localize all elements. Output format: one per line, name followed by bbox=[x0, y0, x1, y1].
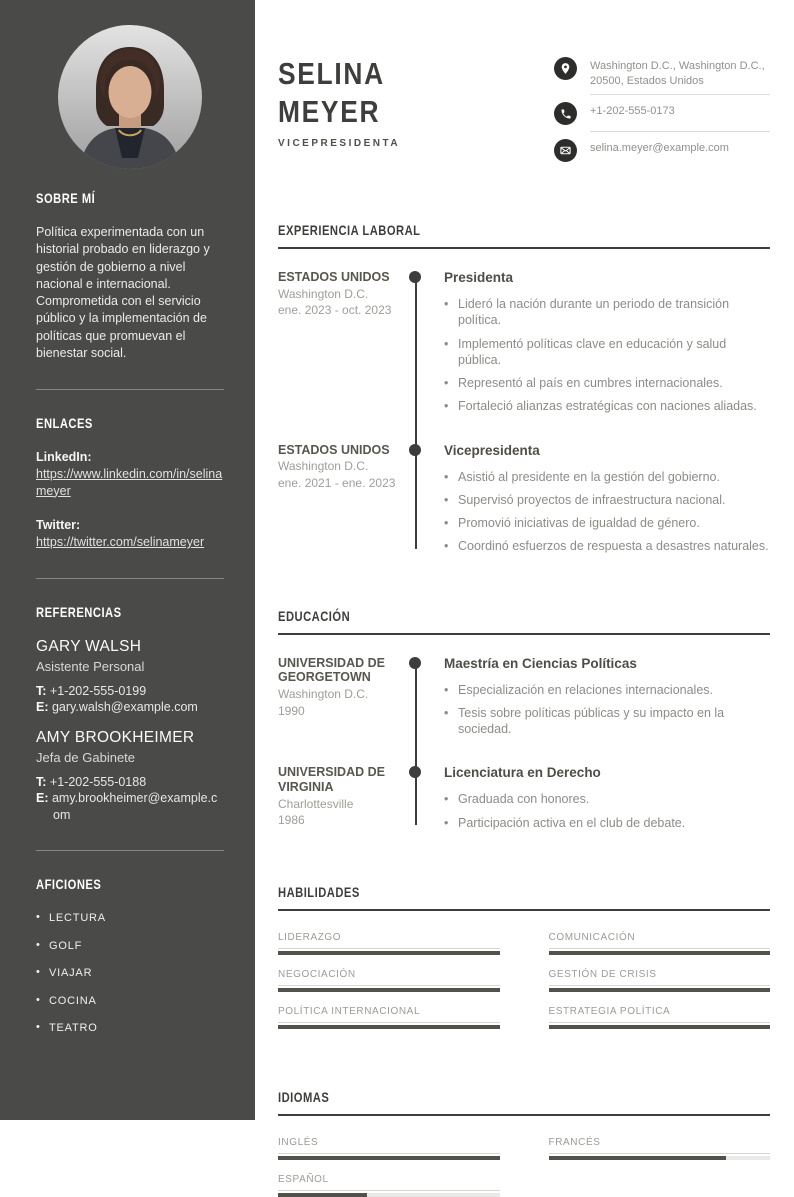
candidate-name: SELINA MEYER bbox=[278, 56, 385, 129]
entry-bullet: • Coordinó esfuerzos de respuesta a desastres naturales. bbox=[444, 538, 770, 554]
skill-label: POLÍTICA INTERNACIONAL bbox=[278, 1006, 500, 1023]
timeline-dot bbox=[409, 271, 421, 283]
entry-body bbox=[444, 443, 770, 562]
timeline-column bbox=[400, 765, 444, 838]
section-languages bbox=[278, 1089, 770, 1197]
entry-title: Vicepresidenta bbox=[444, 442, 540, 458]
skill-bar-fill bbox=[549, 1025, 771, 1029]
hobby-item: • LECTURA bbox=[36, 912, 224, 924]
reference-role: Asistente Personal bbox=[36, 658, 145, 674]
timeline-column bbox=[400, 443, 444, 562]
skill-label: LIDERAZGO bbox=[278, 932, 500, 949]
sidebar-divider bbox=[36, 578, 224, 579]
education-heading: EDUCACIÓN bbox=[278, 608, 770, 635]
entry-org: UNIVERSIDAD DE VIRGINIA bbox=[278, 765, 385, 795]
experience-heading: EXPERIENCIA LABORAL bbox=[278, 222, 770, 249]
skill-label: ESTRATEGIA POLÍTICA bbox=[549, 1006, 771, 1023]
skill-bar-fill bbox=[278, 951, 500, 955]
skill-bar bbox=[549, 988, 771, 992]
language-label: INGLÉS bbox=[278, 1137, 500, 1154]
contact-row-phone bbox=[554, 102, 770, 132]
contact-block bbox=[554, 57, 770, 176]
reference-phone: T: +1-202-555-0199 bbox=[36, 683, 147, 698]
location-pin-icon bbox=[554, 57, 577, 80]
skill-bar bbox=[278, 951, 500, 955]
entry-meta bbox=[278, 443, 400, 562]
sidebar-divider bbox=[36, 850, 224, 851]
language-bar bbox=[549, 1156, 771, 1160]
experience-entry bbox=[278, 443, 770, 562]
section-skills bbox=[278, 884, 770, 1029]
timeline-dot bbox=[409, 766, 421, 778]
entry-bullet: • Implementó políticas clave en educación y salud pública. bbox=[444, 336, 770, 369]
entry-bullet: • Lideró la nación durante un periodo de transición política. bbox=[444, 296, 770, 329]
reference-name: GARY WALSH bbox=[36, 637, 142, 655]
linkedin-link[interactable]: https://www.linkedin.com/in/selinameyer bbox=[36, 467, 223, 498]
language-label: ESPAÑOL bbox=[278, 1174, 500, 1191]
skill-item bbox=[549, 1006, 771, 1029]
about-text: Política experimentada con un historial probado en liderazgo y gestión de gobierno a nivel nacional e internacional. Comprometida con el servicio público y la implementación de políticas que promuevan el bienestar social. bbox=[36, 225, 210, 360]
entry-title: Licenciatura en Derecho bbox=[444, 765, 601, 781]
contact-row-address bbox=[554, 57, 770, 95]
language-label: FRANCÉS bbox=[549, 1137, 771, 1154]
skill-bar-fill bbox=[278, 1025, 500, 1029]
entry-body bbox=[444, 270, 770, 422]
link-item-twitter bbox=[36, 518, 224, 551]
twitter-label: Twitter: bbox=[36, 518, 81, 532]
timeline-column bbox=[400, 656, 444, 745]
skill-item bbox=[278, 932, 500, 955]
languages-heading: IDIOMAS bbox=[278, 1089, 770, 1116]
language-bar-fill bbox=[549, 1156, 726, 1160]
entry-meta bbox=[278, 270, 400, 422]
entry-bullet: • Tesis sobre políticas públicas y su impacto en la sociedad. bbox=[444, 705, 770, 738]
reference-email: E: amy.brookheimer@example.com bbox=[36, 791, 218, 822]
experience-entry bbox=[278, 270, 770, 422]
reference-role: Jefa de Gabinete bbox=[36, 749, 136, 765]
entry-dates: 1990 bbox=[278, 703, 305, 718]
entry-location: Washington D.C. bbox=[278, 459, 369, 474]
entry-dates: ene. 2023 - oct. 2023 bbox=[278, 303, 392, 318]
entry-bullet: • Participación activa en el club de debate. bbox=[444, 815, 770, 831]
entry-bullet: • Graduada con honores. bbox=[444, 791, 770, 807]
header bbox=[278, 55, 770, 176]
contact-email: selina.meyer@example.com bbox=[590, 142, 729, 155]
entry-body bbox=[444, 656, 770, 745]
linkedin-label: LinkedIn: bbox=[36, 450, 92, 464]
skill-item bbox=[549, 932, 771, 955]
entry-dates: ene. 2021 - ene. 2023 bbox=[278, 475, 396, 490]
sidebar-section-hobbies bbox=[36, 876, 224, 1034]
reference-name: AMY BROOKHEIMER bbox=[36, 728, 195, 746]
contact-row-email bbox=[554, 139, 770, 169]
hobby-item: • TEATRO bbox=[36, 1022, 224, 1034]
language-bar bbox=[278, 1193, 500, 1197]
entry-org: ESTADOS UNIDOS bbox=[278, 442, 390, 457]
sidebar-section-references bbox=[36, 604, 224, 824]
entry-bullet: • Supervisó proyectos de infraestructura nacional. bbox=[444, 492, 770, 508]
entry-meta bbox=[278, 765, 400, 838]
timeline-dot bbox=[409, 444, 421, 456]
entry-title: Presidenta bbox=[444, 270, 514, 286]
timeline-dot bbox=[409, 657, 421, 669]
candidate-title: VICEPRESIDENTA bbox=[278, 138, 401, 149]
language-bar-fill bbox=[278, 1156, 500, 1160]
hobby-item: • VIAJAR bbox=[36, 967, 224, 979]
entry-bullet: • Fortaleció alianzas estratégicas con naciones aliadas. bbox=[444, 398, 770, 414]
skill-bar-fill bbox=[549, 988, 771, 992]
hobby-item: • GOLF bbox=[36, 940, 224, 952]
skill-bar bbox=[278, 1025, 500, 1029]
language-bar-fill bbox=[278, 1193, 367, 1197]
language-item bbox=[278, 1174, 500, 1197]
reference-phone: T: +1-202-555-0188 bbox=[36, 774, 147, 789]
sidebar-divider bbox=[36, 389, 224, 390]
twitter-link[interactable]: https://twitter.com/selinameyer bbox=[36, 535, 205, 549]
skills-grid bbox=[278, 932, 770, 1029]
skill-item bbox=[549, 969, 771, 992]
entry-org: ESTADOS UNIDOS bbox=[278, 270, 390, 285]
entry-meta bbox=[278, 656, 400, 745]
entry-location: Charlottesville bbox=[278, 796, 354, 811]
main-column bbox=[255, 0, 794, 1185]
link-item-linkedin bbox=[36, 450, 224, 499]
skill-bar bbox=[549, 951, 771, 955]
entry-bullet: • Promovió iniciativas de igualdad de género. bbox=[444, 515, 770, 531]
entry-location: Washington D.C. bbox=[278, 687, 369, 702]
entry-bullet: • Especialización en relaciones internacionales. bbox=[444, 682, 770, 698]
references-heading: REFERENCIAS bbox=[36, 603, 122, 620]
hobby-item: • COCINA bbox=[36, 995, 224, 1007]
email-icon bbox=[554, 139, 577, 162]
section-education bbox=[278, 608, 770, 838]
entry-bullet: • Asistió al presidente en la gestión del gobierno. bbox=[444, 469, 770, 485]
entry-org: UNIVERSIDAD DE GEORGETOWN bbox=[278, 655, 385, 685]
skill-label: COMUNICACIÓN bbox=[549, 932, 771, 949]
profile-photo bbox=[58, 25, 202, 169]
entry-location: Washington D.C. bbox=[278, 286, 369, 301]
about-heading: SOBRE MÍ bbox=[36, 190, 96, 206]
languages-grid bbox=[278, 1137, 770, 1197]
sidebar-section-links bbox=[36, 415, 224, 551]
phone-icon bbox=[554, 102, 577, 125]
language-item bbox=[549, 1137, 771, 1160]
language-item bbox=[278, 1137, 500, 1160]
skill-bar bbox=[549, 1025, 771, 1029]
timeline-column bbox=[400, 270, 444, 422]
education-entry bbox=[278, 765, 770, 838]
section-experience bbox=[278, 222, 770, 562]
reference-email: E: gary.walsh@example.com bbox=[36, 700, 198, 714]
contact-phone: +1-202-555-0173 bbox=[590, 105, 675, 118]
reference-item bbox=[36, 729, 224, 824]
sidebar bbox=[0, 0, 255, 1120]
reference-item bbox=[36, 638, 224, 716]
links-heading: ENLACES bbox=[36, 415, 93, 431]
skill-label: NEGOCIACIÓN bbox=[278, 969, 500, 986]
skill-item bbox=[278, 1006, 500, 1029]
education-entries bbox=[278, 656, 770, 838]
sidebar-section-about bbox=[36, 190, 224, 362]
skill-bar-fill bbox=[278, 988, 500, 992]
hobbies-heading: AFICIONES bbox=[36, 876, 102, 892]
name-block bbox=[278, 55, 404, 176]
skill-bar bbox=[278, 988, 500, 992]
entry-dates: 1986 bbox=[278, 813, 305, 828]
skill-bar-fill bbox=[549, 951, 771, 955]
profile-photo-illustration bbox=[58, 25, 202, 169]
skill-item bbox=[278, 969, 500, 992]
entry-title: Maestría en Ciencias Políticas bbox=[444, 655, 637, 671]
entry-bullet: • Representó al país en cumbres internacionales. bbox=[444, 375, 770, 391]
education-entry bbox=[278, 656, 770, 745]
entry-body bbox=[444, 765, 770, 838]
experience-entries bbox=[278, 270, 770, 562]
skill-label: GESTIÓN DE CRISIS bbox=[549, 969, 771, 986]
skills-heading: HABILIDADES bbox=[278, 884, 770, 911]
language-bar bbox=[278, 1156, 500, 1160]
contact-address: Washington D.C., Washington D.C., 20500, Estados Unidos bbox=[590, 60, 765, 87]
